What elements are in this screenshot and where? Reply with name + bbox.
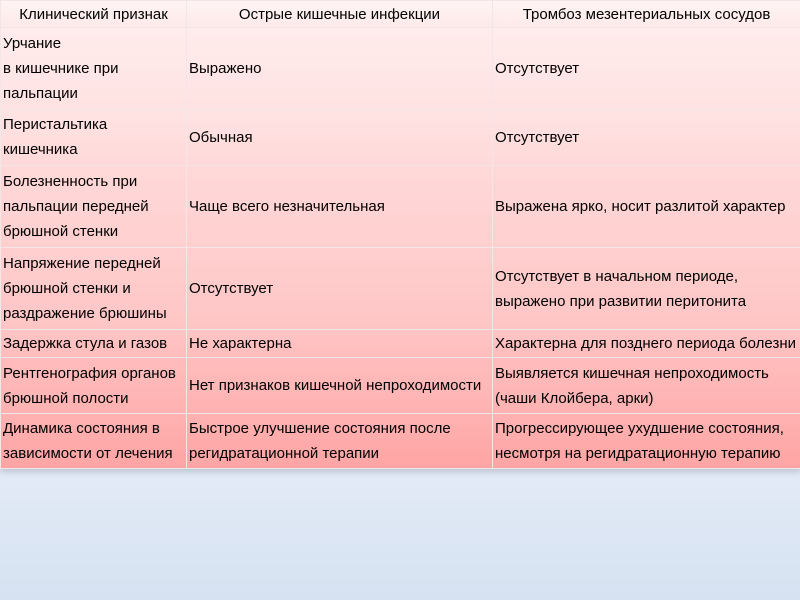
table-row [1,165,800,247]
table-header-row [1,1,800,28]
cell-sign: Рентгенография органов брюшной полости [1,358,187,413]
table-row [1,28,800,110]
sign-line-2: в кишечнике при пальпации [3,60,119,103]
cell-infection: Чаще всего незначительная [187,165,493,247]
header-intestinal-infections: Острые кишечные инфекции [187,1,493,28]
cell-sign: Динамика состояния в зависимости от лечения [1,413,187,468]
header-mesenteric-thrombosis: Тромбоз мезентериальных сосудов [493,1,800,28]
header-clinical-sign: Клинический признак [1,1,187,28]
cell-thrombosis: Отсутствует [493,110,800,165]
cell-infection: Не характерна [187,330,493,358]
table-row [1,413,800,468]
table-row [1,358,800,413]
cell-sign [1,28,187,110]
cell-thrombosis: Отсутствует [493,28,800,110]
table-row [1,110,800,165]
cell-sign: Задержка стула и газов [1,330,187,358]
cell-sign: Напряжение передней брюшной стенки и раздражение брюшины [1,247,187,329]
cell-infection: Быстрое улучшение состояния после регидратационной терапии [187,413,493,468]
cell-thrombosis: Отсутствует в начальном периоде, выражено при развитии перитонита [493,247,800,329]
cell-thrombosis: Выявляется кишечная непроходимость (чаши Клойбера, арки) [493,358,800,413]
cell-sign: Перистальтика кишечника [1,110,187,165]
cell-infection: Отсутствует [187,247,493,329]
cell-thrombosis: Выражена ярко, носит разлитой характер [493,165,800,247]
cell-thrombosis: Прогрессирующее ухудшение состояния, несмотря на регидратационную терапию [493,413,800,468]
sign-line-1: Урчание [3,35,62,53]
cell-infection: Выражено [187,28,493,110]
cell-infection: Обычная [187,110,493,165]
cell-infection: Нет признаков кишечной непроходимости [187,358,493,413]
table-row [1,330,800,358]
cell-thrombosis: Характерна для позднего периода болезни [493,330,800,358]
table-row [1,247,800,329]
cell-sign: Болезненность при пальпации передней брюшной стенки [1,165,187,247]
